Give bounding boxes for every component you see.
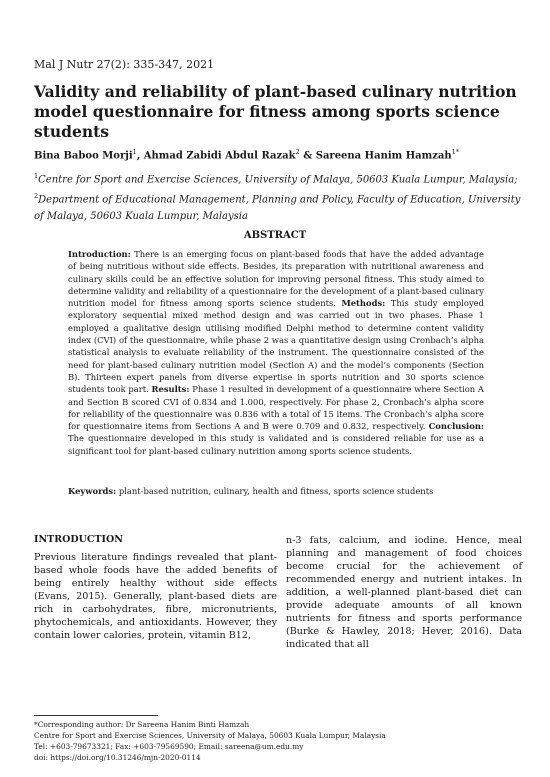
author-name: Bina Baboo Morji (34, 150, 133, 162)
affiliation-mark: 2 (34, 192, 39, 201)
abstract-intro-text: There is an emerging focus on plant-based foods that have the added advantage of being nutritious without side effects. Besides, its preparation with nutritional awareness and culinary skills could be an effective solution for improving personal fitness. This study aimed to determine validity and reliability of a questionnaire for the development of a plant-based culinary nutrition model for fitness among sports science students. (68, 249, 484, 309)
introduction-paragraph-left: Previous literature findings revealed that plant-based whole foods have the added benefits of being entirely healthy without side effects (Evans, 2015). Generally, plant-based diets are rich in carbohydrates, fibre, micronutrients, phytochemicals, and antioxidants. However, they contain lower calories, protein, vitamin B12, (34, 552, 277, 641)
corresponding-contact: Tel: +603-79673321; Fax: +603-79569590; Email: sareena@um.edu.my (34, 742, 304, 751)
affiliation-mark: 1 (34, 172, 39, 180)
keywords-text: plant-based nutrition, culinary, health and fitness, sports science students (116, 486, 434, 496)
doi-link[interactable]: doi: https://doi.org/10.31246/mjn-2020-0114 (34, 753, 201, 762)
author-separator: & (299, 150, 316, 162)
author-affiliation-mark: 1* (451, 148, 460, 156)
abstract-heading: ABSTRACT (243, 230, 307, 241)
corresponding-author: *Corresponding author: Dr Sareena Hanim Binti Hamzah (34, 720, 250, 729)
abstract-results-label: Results: (151, 384, 190, 395)
author-affiliation-mark: 1 (132, 148, 137, 156)
affiliation-2: Department of Educational Management, Planning and Policy, Faculty of Education, University of Malaya, 50603 Kuala Lumpur, Malaysia (34, 194, 521, 222)
author-name: Ahmad Zabidi Abdul Razak (143, 150, 296, 162)
right-column (286, 534, 522, 651)
keywords (68, 485, 484, 497)
abstract-intro-label: Introduction: (68, 249, 131, 259)
journal-citation: Mal J Nutr 27(2): 335-347, 2021 (34, 58, 215, 71)
footnote-divider (34, 715, 158, 716)
abstract-methods-text: This study employed exploratory sequential mixed method design and was carried out in two phases. Phase 1 employed a qualitative design utilising modified Delphi method to determine content validity index (CVI) of the questionnaire, while phase 2 was a quantitative design using Cronbach’s alpha statistical analysis to evaluate reliability of the instrument. The questionnaire consisted of the need for plant-based culinary nutrition model (Section A) and the model’s components (Section B). Thirteen expert panels from diverse expertise in sports nutrition and 30 sports science students took part. (68, 298, 484, 395)
introduction-paragraph-right: n-3 fats, calcium, and iodine. Hence, meal planning and management of food choices become crucial for the achievement of recommended energy and nutrient intakes. In addition, a well-planned plant-based diet can provide adequate amounts of all known nutrients for fitness and sports performance (Burke & Hawley, 2018; Hever, 2016). Data indicated that all (286, 535, 522, 650)
author-affiliation-mark: 2 (295, 148, 300, 156)
keywords-label: Keywords: (68, 486, 117, 496)
abstract-body (68, 248, 484, 457)
abstract-conclusion-text: The questionnaire developed in this study is validated and is considered reliable for use as a significant tool for plant-based culinary nutrition among sports science students. (68, 433, 484, 456)
affiliation-1: Centre for Sport and Exercise Sciences, University of Malaya, 50603 Kuala Lumpur, Malaysia; (38, 174, 518, 186)
author-name: Sareena Hanim Hamzah (315, 150, 452, 162)
footnote (34, 719, 534, 763)
paper-title: Validity and reliability of plant-based culinary nutrition model questionnaire for fitness among sports science students (34, 82, 517, 141)
corresponding-address: Centre for Sport and Exercise Sciences, University of Malaya, 50603 Kuala Lumpur, Malaysia (34, 731, 386, 740)
introduction-heading: INTRODUCTION (34, 534, 123, 545)
abstract-conclusion-label: Conclusion: (428, 421, 484, 432)
left-column (34, 534, 277, 642)
abstract-methods-label: Methods: (341, 298, 386, 309)
abstract-results-text: Phase 1 resulted in development of a questionnaire where Section A and Section B scored CVI of 0.834 and 1.000, respectively. For phase 2, Cronbach’s alpha score for reliability of the questionnaire was 0.836 with a total of 15 items. The Cronbach’s alpha score for questionnaire items from Sections A and B were 0.709 and 0.832, respectively. (68, 384, 484, 432)
author-separator: , (136, 150, 144, 162)
affiliations (34, 168, 524, 225)
author-list (34, 148, 524, 161)
